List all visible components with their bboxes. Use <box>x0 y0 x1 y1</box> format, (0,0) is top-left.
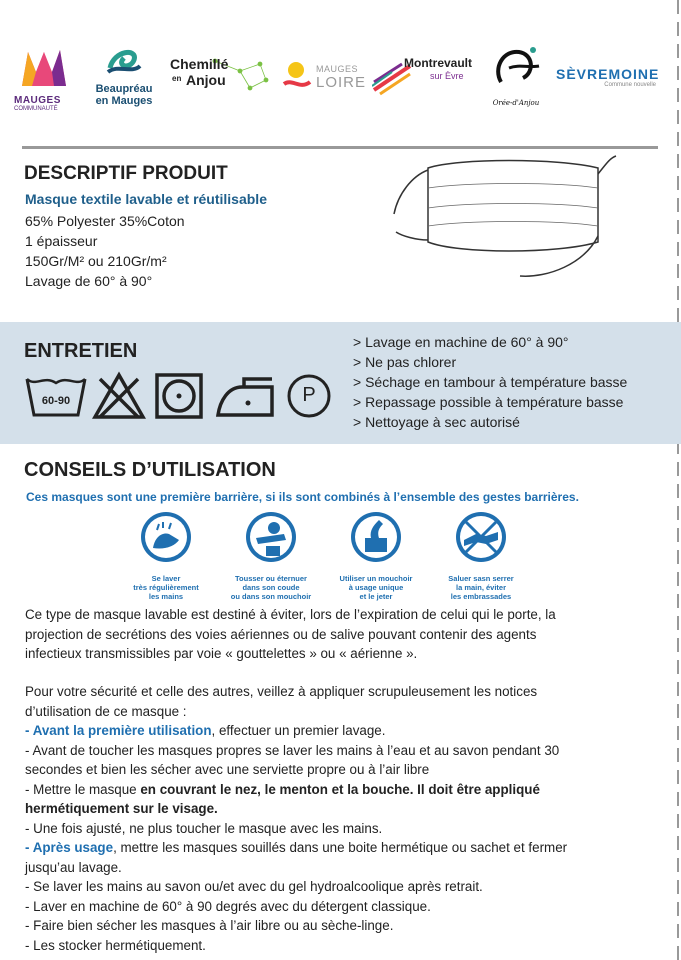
caption-line: à usage unique <box>348 583 404 592</box>
text-line: hermétiquement sur le visage. <box>25 801 218 816</box>
instruction-after-use <box>25 838 645 858</box>
no-bleach-icon <box>92 371 146 421</box>
cough-elbow-icon <box>244 510 298 564</box>
care-item: > Lavage en machine de 60° à 90° <box>353 334 569 350</box>
highlight-first-use: Avant la première utilisation <box>32 723 212 738</box>
barrier-gestures <box>130 508 530 608</box>
bold-span: en couvrant le nez, le menton et la bouche. Il doit être appliqué <box>140 781 540 797</box>
mauges-name: MAUGES <box>14 95 61 106</box>
chemille-name: Chemillé <box>170 56 229 72</box>
gesture-caption <box>326 574 426 601</box>
gesture-caption <box>116 574 216 601</box>
beaupreau-logo <box>86 44 162 114</box>
instruction-first-use <box>25 721 645 741</box>
descriptif-line: 1 épaisseur <box>25 233 98 249</box>
montrevault-name: Montrevault <box>404 56 473 70</box>
text-span: , effectuer un premier lavage. <box>211 723 386 738</box>
dash: - <box>25 840 33 855</box>
mask-illustration <box>388 154 618 284</box>
usage-instructions <box>25 682 645 955</box>
text-line: infectieux transmissibles par voie « gouttelettes » ou « aérienne ». <box>25 646 418 661</box>
chemille-anjou: Anjou <box>186 72 226 88</box>
chemille-en: en <box>172 74 182 83</box>
mauges-communaute-logo <box>14 46 76 110</box>
iron-low-icon <box>214 373 276 419</box>
mauges-sub: COMMUNAUTÉ <box>14 106 58 112</box>
care-item: > Repassage possible à température basse <box>353 394 624 410</box>
chemille-logo <box>170 56 270 106</box>
montrevault-logo <box>372 56 482 106</box>
caption-line: Utiliser un mouchoir <box>339 574 413 583</box>
oree-name: Orée-d'Anjou <box>492 99 540 107</box>
caption-line: dans son coude <box>242 583 300 592</box>
mauges-m-icon <box>14 46 76 90</box>
tissue-icon <box>349 510 403 564</box>
text-line: jusqu’au lavage. <box>25 859 122 875</box>
text-line: secondes et bien les sécher avec une serviette propre ou à l’air libre <box>25 762 430 777</box>
partner-logos <box>14 40 664 120</box>
text-line: - Laver en machine de 60° à 90 degrés avec du détergent classique. <box>25 898 431 914</box>
care-item: > Ne pas chlorer <box>353 354 457 370</box>
dash: - <box>25 723 33 738</box>
caption-line: Se laver <box>151 574 181 583</box>
caption-line: et le jeter <box>359 592 393 601</box>
care-instructions <box>353 332 627 432</box>
descriptif-list <box>25 211 185 291</box>
text-line: Pour votre sécurité et celle des autres, veillez à appliquer scrupuleusement les notices <box>25 684 538 699</box>
gesture-caption <box>221 574 321 601</box>
care-item: > Nettoyage à sec autorisé <box>353 414 520 430</box>
text-line: Ce type de masque lavable est destiné à éviter, lors de l’expiration de celui qui le porte, la <box>25 607 556 622</box>
text-line: - Les stocker hermétiquement. <box>25 937 206 953</box>
text-span: , mettre les masques souillés dans une boite hermétique ou sachet et fermer <box>113 840 568 855</box>
text-span: - Mettre le masque <box>25 781 141 797</box>
tumble-dry-low-icon <box>154 373 204 419</box>
text-line: d’utilisation de ce masque : <box>25 703 187 719</box>
conseils-title: CONSEILS D’UTILISATION <box>24 459 276 481</box>
caption-line: les mains <box>148 592 184 601</box>
text-line: - Avant de toucher les masques propres se laver les mains à l’eau et au savon pendant 30 <box>25 742 560 758</box>
montrevault-sub: sur Èvre <box>430 71 464 81</box>
caption-line: les embrassades <box>450 592 512 601</box>
descriptif-line: 150Gr/M² ou 210Gr/m² <box>25 253 167 269</box>
section-divider <box>22 146 658 149</box>
descriptif-line: 65% Polyester 35%Coton <box>25 213 185 229</box>
sevremoine-logo <box>556 66 664 100</box>
no-handshake-icon <box>454 510 508 564</box>
dashed-border <box>677 0 679 960</box>
care-item: > Séchage en tambour à température basse <box>353 374 628 390</box>
caption-line: Tousser ou éternuer <box>235 574 307 583</box>
oree-swirl-icon <box>489 42 543 94</box>
mauges-loire-name: LOIRE <box>316 74 367 91</box>
sevremoine-name: SÈVREMOINE <box>556 66 660 82</box>
descriptif-title: DESCRIPTIF PRODUIT <box>24 163 228 184</box>
caption-line: la main, éviter <box>455 583 507 592</box>
caption-line: très régulièrement <box>133 583 199 592</box>
instruction-put-on <box>25 780 645 800</box>
text-line: - Une fois ajusté, ne plus toucher le masque avec les mains. <box>25 820 383 836</box>
descriptif-subtitle: Masque textile lavable et réutilisable <box>25 191 267 207</box>
care-symbols <box>24 371 344 423</box>
caption-line: ou dans son mouchoir <box>230 592 312 601</box>
text-line: - Se laver les mains au savon ou/et avec du gel hydroalcoolique après retrait. <box>25 879 483 894</box>
intro-paragraph <box>25 605 645 664</box>
wash-hands-icon <box>139 510 193 564</box>
mauges-loire-top: MAUGES <box>316 64 359 74</box>
highlight-after-use: Après usage <box>32 840 114 855</box>
sevremoine-sub: Commune nouvelle <box>604 82 656 88</box>
text-line: - Faire bien sécher les masques à l’air libre ou au sèche-linge. <box>25 918 394 933</box>
entretien-title: ENTRETIEN <box>24 340 138 362</box>
beaupreau-sub: en Mauges <box>95 95 153 107</box>
mauges-loire-logo <box>282 60 367 100</box>
beaupreau-name: Beaupréau <box>95 83 153 95</box>
descriptif-line: Lavage de 60° à 90° <box>25 273 153 289</box>
dry-clean-letter: P <box>302 384 316 406</box>
text-line: projection de secrétions des voies aériennes ou de salive pouvant contenir des agents <box>25 626 537 642</box>
beaupreau-swirl-icon <box>104 44 144 78</box>
gesture-caption <box>431 574 531 601</box>
oree-anjou-logo <box>486 42 546 118</box>
wash-temp-label: 60-90 <box>41 395 71 407</box>
mauges-loire-sun-icon <box>282 60 312 92</box>
conseils-subtitle: Ces masques sont une première barrière, si ils sont combinés à l’ensemble des gestes barrières. <box>26 490 579 504</box>
caption-line: Saluer sasn serrer <box>448 574 514 583</box>
